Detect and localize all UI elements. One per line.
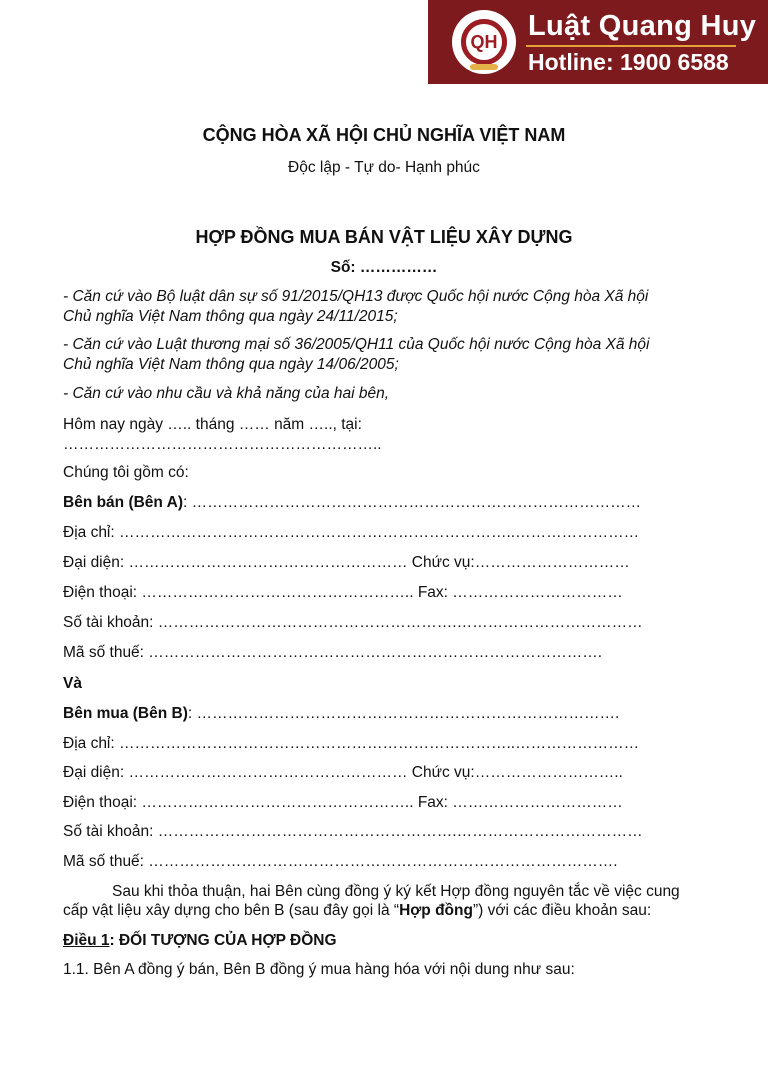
party-a-address: Địa chỉ: …………………………………………………………………..…………………… [63, 524, 640, 541]
contract-number: Số: …………… [330, 259, 438, 276]
party-a-account: Số tài khoản: ………………………………………………….……………………………… [63, 614, 643, 631]
party-b-address: Địa chỉ: …………………………………………………………………..…………………… [63, 735, 640, 752]
party-a-heading: Bên bán (Bên A): …………………………………………………………………………… [63, 494, 642, 511]
party-b-tax: Mã số thuế: ………………………………………………………………………………. [63, 853, 618, 870]
party-a-representative: Đại diện: ……………………………………………… Chức vụ:………………………… [63, 554, 630, 571]
brand-logo-icon: QH [452, 10, 516, 74]
motto: Độc lập - Tự do- Hạnh phúc [288, 159, 480, 176]
party-a-phone: Điện thoại: …………………………………………….. Fax: …………………………… [63, 584, 623, 601]
agreement-line: cấp vật liệu xây dựng cho bên B (sau đây gọi là “Hợp đồng”) với các điều khoản sau: [63, 902, 652, 919]
party-b-heading: Bên mua (Bên B): ………………………………………………………………………. [63, 705, 620, 722]
hotline: Hotline: 1900 6588 [528, 49, 729, 75]
party-b-phone: Điện thoại: …………………………………………….. Fax: …………………………… [63, 794, 623, 811]
document-title: HỢP ĐỒNG MUA BÁN VẬT LIỆU XÂY DỰNG [195, 227, 573, 247]
nation-header: CỘNG HÒA XÃ HỘI CHỦ NGHĨA VIỆT NAM [202, 125, 566, 145]
place-line: …………………………………………………….. [63, 436, 382, 453]
basis-line: Chủ nghĩa Việt Nam thông qua ngày 14/06/2005; [63, 356, 399, 373]
basis-line: - Căn cứ vào Bộ luật dân sự số 91/2015/QH13 được Quốc hội nước Cộng hòa Xã hội [63, 288, 649, 305]
article-1-heading: Điều 1: ĐỐI TƯỢNG CỦA HỢP ĐỒNG [63, 932, 337, 949]
basis-line: - Căn cứ vào Luật thương mại số 36/2005/QH11 của Quốc hội nước Cộng hòa Xã hội [63, 336, 650, 353]
basis-line: - Căn cứ vào nhu cầu và khả năng của hai bên, [63, 385, 390, 402]
party-b-representative: Đại diện: ……………………………………………… Chức vụ:……………………….. [63, 764, 623, 781]
brand-name: Luật Quang Huy [528, 10, 757, 42]
intro: Chúng tôi gồm có: [63, 464, 189, 481]
clause-1-1: 1.1. Bên A đồng ý bán, Bên B đồng ý mua hàng hóa với nội dung như sau: [63, 961, 575, 978]
brand-banner [428, 0, 768, 84]
party-a-tax: Mã số thuế: ……………………………………………………………………………. [63, 644, 603, 661]
and-label: Và [63, 675, 82, 692]
date-line: Hôm nay ngày ….. tháng …… năm ….., tại: [63, 416, 362, 433]
basis-line: Chủ nghĩa Việt Nam thông qua ngày 24/11/2015; [63, 308, 398, 325]
agreement-line: Sau khi thỏa thuận, hai Bên cùng đồng ý ký kết Hợp đồng nguyên tắc về việc cung [112, 883, 680, 900]
party-b-account: Số tài khoản: ………………………………………………….……………………………… [63, 823, 643, 840]
